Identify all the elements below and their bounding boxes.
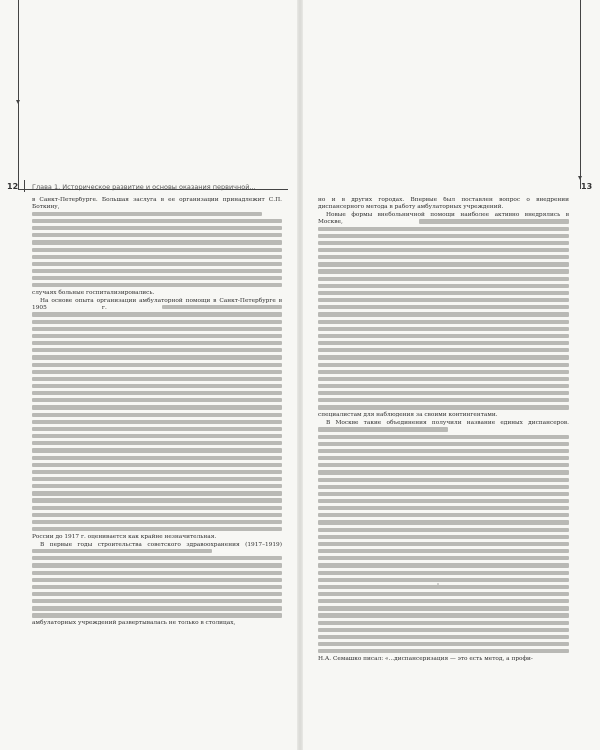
- unreadable-text-placeholder: [318, 334, 569, 338]
- unreadable-text-placeholder: [32, 427, 282, 431]
- unreadable-text-placeholder: [32, 549, 212, 553]
- unreadable-text-placeholder: [318, 592, 569, 596]
- paragraph-end: амбулаторных учреждений развертывалась не только в столицах,: [32, 620, 236, 627]
- paragraph: [32, 197, 282, 297]
- right-header-arrow-icon: [578, 176, 582, 180]
- unreadable-text-placeholder: [32, 556, 282, 560]
- unreadable-text-placeholder: [32, 470, 282, 474]
- unreadable-text-placeholder: [318, 470, 569, 474]
- unreadable-text-placeholder: [318, 427, 448, 431]
- unreadable-text-placeholder: [32, 571, 282, 575]
- unreadable-text-placeholder: [318, 571, 569, 575]
- unreadable-text-placeholder: [318, 628, 569, 632]
- unreadable-text-placeholder: [318, 478, 569, 482]
- unreadable-text-placeholder: [318, 277, 569, 281]
- unreadable-text-placeholder: [318, 255, 569, 259]
- unreadable-text-placeholder: [32, 527, 282, 531]
- unreadable-text-placeholder: [318, 578, 569, 582]
- right-header-vertical-rule: [580, 0, 581, 189]
- paragraph-start: Новые формы внебольничной помощи наиболее активно внедрялись в Москве,: [318, 211, 569, 225]
- unreadable-text-placeholder: [318, 599, 569, 603]
- unreadable-text-placeholder: [318, 398, 569, 402]
- unreadable-text-placeholder: [32, 312, 282, 316]
- unreadable-text-placeholder: [318, 635, 569, 639]
- unreadable-text-placeholder: [318, 248, 569, 252]
- unreadable-text-placeholder: [32, 405, 282, 409]
- unreadable-text-placeholder: [32, 363, 282, 367]
- unreadable-text-placeholder: [32, 498, 282, 502]
- unreadable-text-placeholder: [32, 341, 282, 345]
- unreadable-text-placeholder: [318, 535, 569, 539]
- unreadable-text-placeholder: [419, 219, 569, 223]
- unreadable-text-placeholder: [32, 240, 282, 244]
- unreadable-text-placeholder: [318, 649, 569, 653]
- unreadable-text-placeholder: [32, 463, 282, 467]
- unreadable-text-placeholder: [32, 477, 282, 481]
- unreadable-text-placeholder: [32, 262, 282, 266]
- unreadable-text-placeholder: [32, 212, 262, 216]
- left-text-column: [32, 197, 282, 727]
- unreadable-text-placeholder: [318, 327, 569, 331]
- left-header-arrow-icon: [16, 100, 20, 104]
- unreadable-text-placeholder: [318, 262, 569, 266]
- unreadable-text-placeholder: [318, 449, 569, 453]
- unreadable-text-placeholder: [32, 448, 282, 452]
- unreadable-text-placeholder: [318, 435, 569, 439]
- right-text-column: [318, 197, 569, 709]
- unreadable-text-placeholder: [32, 606, 282, 610]
- unreadable-text-placeholder: [318, 513, 569, 517]
- unreadable-text-placeholder: [318, 642, 569, 646]
- unreadable-text-placeholder: [318, 234, 569, 238]
- unreadable-text-placeholder: [32, 320, 282, 324]
- unreadable-text-placeholder: [32, 355, 282, 359]
- page-mark: [437, 583, 439, 585]
- paragraph-start: В Москве такие объединения получили название единых диспансеров.: [326, 419, 569, 426]
- paragraph-start: в Санкт-Петербурге. Большая заслуга в ее организации принадлежит С.П. Боткину,: [32, 197, 282, 211]
- unreadable-text-placeholder: [32, 327, 282, 331]
- unreadable-text-placeholder: [318, 312, 569, 316]
- left-header-vertical-rule: [18, 0, 19, 189]
- unreadable-text-placeholder: [32, 233, 282, 237]
- unreadable-text-placeholder: [318, 391, 569, 395]
- unreadable-text-placeholder: [318, 370, 569, 374]
- unreadable-text-placeholder: [32, 484, 282, 488]
- unreadable-text-placeholder: [32, 413, 282, 417]
- unreadable-text-placeholder: [32, 585, 282, 589]
- unreadable-text-placeholder: [32, 248, 282, 252]
- unreadable-text-placeholder: [318, 499, 569, 503]
- unreadable-text-placeholder: [318, 542, 569, 546]
- book-gutter: [297, 0, 303, 750]
- paragraph-start: В первые годы строительства советского здравоохранения (1917–1919): [40, 541, 282, 548]
- unreadable-text-placeholder: [318, 485, 569, 489]
- unreadable-text-placeholder: [318, 363, 569, 367]
- unreadable-text-placeholder: [318, 621, 569, 625]
- unreadable-text-placeholder: [318, 355, 569, 359]
- unreadable-text-placeholder: [32, 276, 282, 280]
- unreadable-text-placeholder: [318, 563, 569, 567]
- unreadable-text-placeholder: [318, 492, 569, 496]
- unreadable-text-placeholder: [318, 520, 569, 524]
- unreadable-text-placeholder: [32, 599, 282, 603]
- unreadable-text-placeholder: [318, 269, 569, 273]
- paragraph-end: специалистам для наблюдения за своими контингентами.: [318, 412, 498, 419]
- unreadable-text-placeholder: [32, 391, 282, 395]
- unreadable-text-placeholder: [32, 592, 282, 596]
- unreadable-text-placeholder: [162, 305, 282, 309]
- paragraph-start: На основе опыта организации амбулаторной помощи в Санкт-Петербурге в 1905 г.: [32, 297, 282, 311]
- unreadable-text-placeholder: [318, 613, 569, 617]
- unreadable-text-placeholder: [318, 405, 569, 409]
- unreadable-text-placeholder: [318, 549, 569, 553]
- running-head: Глава 1. Историческое развитие и основы оказания первичной...: [32, 183, 256, 191]
- unreadable-text-placeholder: [318, 348, 569, 352]
- unreadable-text-placeholder: [318, 377, 569, 381]
- paragraph: [318, 212, 569, 420]
- unreadable-text-placeholder: [318, 291, 569, 295]
- unreadable-text-placeholder: [32, 506, 282, 510]
- unreadable-text-placeholder: [32, 398, 282, 402]
- paragraph-end: случаях больные госпитализировались.: [32, 290, 155, 297]
- unreadable-text-placeholder: [32, 434, 282, 438]
- unreadable-text-placeholder: [318, 241, 569, 245]
- unreadable-text-placeholder: [32, 563, 282, 567]
- unreadable-text-placeholder: [32, 578, 282, 582]
- unreadable-text-placeholder: [318, 320, 569, 324]
- unreadable-text-placeholder: [318, 305, 569, 309]
- unreadable-text-placeholder: [32, 520, 282, 524]
- unreadable-text-placeholder: [32, 226, 282, 230]
- paragraph-end: Н.А. Семашко писал: «...диспансеризация — это есть метод, а профи-: [318, 656, 533, 662]
- unreadable-text-placeholder: [32, 513, 282, 517]
- left-page-number: 12: [7, 182, 19, 191]
- unreadable-text-placeholder: [32, 613, 282, 617]
- unreadable-text-placeholder: [32, 348, 282, 352]
- unreadable-text-placeholder: [32, 219, 282, 223]
- unreadable-text-placeholder: [32, 269, 282, 273]
- unreadable-text-placeholder: [318, 227, 569, 231]
- unreadable-text-placeholder: [32, 283, 282, 287]
- unreadable-text-placeholder: [318, 463, 569, 467]
- paragraph-end: в работу амбулаторных учреждений.: [389, 204, 504, 211]
- unreadable-text-placeholder: [318, 506, 569, 510]
- unreadable-text-placeholder: [318, 606, 569, 610]
- unreadable-text-placeholder: [318, 341, 569, 345]
- unreadable-text-placeholder: [318, 456, 569, 460]
- unreadable-text-placeholder: [32, 255, 282, 259]
- unreadable-text-placeholder: [32, 384, 282, 388]
- paragraph: [32, 298, 282, 541]
- unreadable-text-placeholder: [318, 284, 569, 288]
- unreadable-text-placeholder: [32, 370, 282, 374]
- paragraph: [318, 420, 569, 663]
- right-page-number: 13: [581, 182, 593, 191]
- unreadable-text-placeholder: [32, 491, 282, 495]
- paragraph-end: России до 1917 г. оценивается как крайне незначительная.: [32, 533, 217, 540]
- unreadable-text-placeholder: [32, 441, 282, 445]
- unreadable-text-placeholder: [318, 528, 569, 532]
- paragraph: [318, 197, 569, 211]
- unreadable-text-placeholder: [32, 377, 282, 381]
- unreadable-text-placeholder: [318, 384, 569, 388]
- paragraph-start: но и в других городах. Впервые был поставлен вопрос о внедрении диспансерного метода: [318, 197, 569, 211]
- unreadable-text-placeholder: [32, 334, 282, 338]
- unreadable-text-placeholder: [32, 420, 282, 424]
- paragraph: [32, 542, 282, 628]
- left-running-head-rule: [24, 180, 25, 192]
- unreadable-text-placeholder: [318, 585, 569, 589]
- unreadable-text-placeholder: [318, 442, 569, 446]
- unreadable-text-placeholder: [32, 456, 282, 460]
- unreadable-text-placeholder: [318, 298, 569, 302]
- unreadable-text-placeholder: [318, 556, 569, 560]
